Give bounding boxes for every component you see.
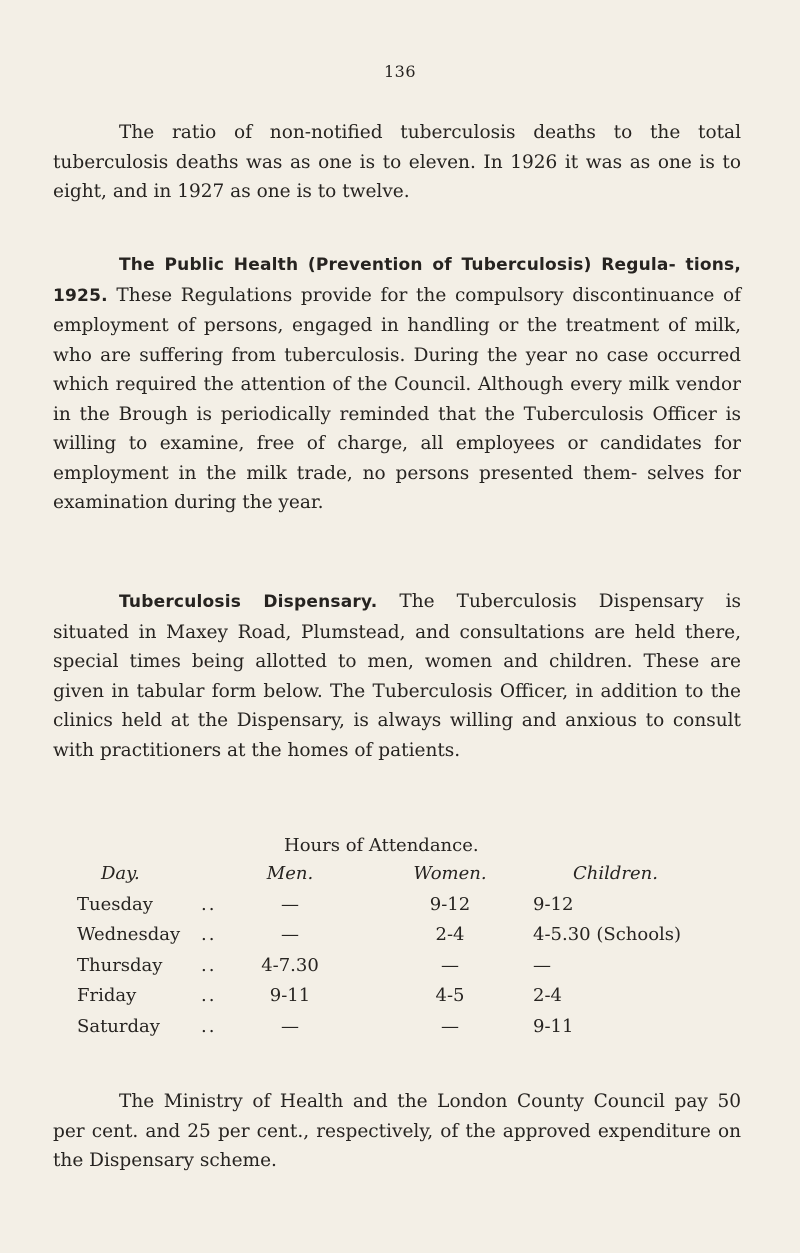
cell-day: Friday	[77, 985, 137, 1006]
attendance-table	[53, 863, 773, 1046]
cell-women: 4-5	[435, 985, 465, 1006]
cell-men: 4-7.30	[261, 954, 319, 976]
section-heading-dispensary: Tuberculosis Dispensary.	[119, 592, 378, 612]
cell-children: 9-12	[533, 893, 574, 915]
paragraph-public-health-regulations	[53, 250, 741, 518]
cell-day: Tuesday	[77, 893, 153, 915]
leader-dots: ..	[201, 1015, 217, 1037]
paragraph-body-dispensary: The Tuberculosis Dispensary is situated in Maxey Road, Plumstead, and consultations are held there, special times being allotted to men, women and children. These are given in tabular form below. The Tuberculosis Officer, in addition to the clinics held at the Dispensary, is always willing and anxious to consult with practitioners at the homes of patients.	[53, 591, 741, 761]
cell-men: —	[281, 924, 299, 945]
page-number: 136	[383, 62, 417, 81]
cell-men: —	[281, 893, 299, 915]
cell-women: —	[441, 1015, 459, 1037]
leader-dots: ..	[201, 893, 217, 915]
paragraph-expenditure: The Ministry of Health and the London County Council pay 50 per cent. and 25 per cent., respectively, of the approved expenditure on the Dispensary scheme.	[53, 1091, 741, 1171]
cell-day: Saturday	[77, 1015, 160, 1037]
table-caption: Hours of Attendance.	[284, 835, 479, 856]
table-row	[53, 894, 773, 925]
cell-children: 9-11	[533, 1015, 574, 1037]
leader-dots: ..	[201, 924, 217, 945]
table-row	[53, 1016, 773, 1047]
header-women: Women.	[413, 863, 487, 884]
paragraph-body-regulations: These Regulations provide for the compulsory discontinuance of employment of persons, engaged in handling or the treatment of milk, who are suffering from tuberculosis. During the year no case occurred which required the attention of the Council. Although every milk vendor in the Brough is periodically reminded that the Tuberculosis Officer is willing to examine, free of charge, all employees or candidates for employment in the milk trade, no persons presented them- selves for examination during the year.	[53, 284, 741, 513]
cell-day: Wednesday	[77, 924, 181, 945]
cell-children: 4-5.30 (Schools)	[533, 924, 682, 945]
header-children: Children.	[573, 863, 658, 884]
cell-men: 9-11	[269, 985, 311, 1006]
table-row	[53, 924, 773, 955]
header-day: Day.	[101, 863, 140, 884]
paragraph-tuberculosis-dispensary	[53, 587, 741, 765]
table-row	[53, 985, 773, 1016]
cell-women: 2-4	[435, 924, 465, 945]
section-heading-regulations: The Public Health (Prevention of Tuberculosis) Regula- tions, 1925.	[53, 255, 741, 306]
cell-children: —	[533, 954, 551, 976]
table-header-row	[53, 863, 773, 894]
cell-day: Thursday	[77, 954, 163, 976]
leader-dots: ..	[201, 954, 217, 976]
cell-men: —	[281, 1015, 299, 1037]
paragraph-death-ratio: The ratio of non-notified tuberculosis deaths to the total tuberculosis deaths was as one is to eleven. In 1926 it was as one is to eight, and in 1927 as one is to twelve.	[53, 122, 741, 202]
table-row	[53, 955, 773, 986]
cell-women: —	[441, 954, 459, 976]
cell-children: 2-4	[533, 985, 562, 1006]
header-men: Men.	[266, 863, 314, 884]
cell-women: 9-12	[429, 893, 471, 915]
leader-dots: ..	[201, 985, 217, 1006]
